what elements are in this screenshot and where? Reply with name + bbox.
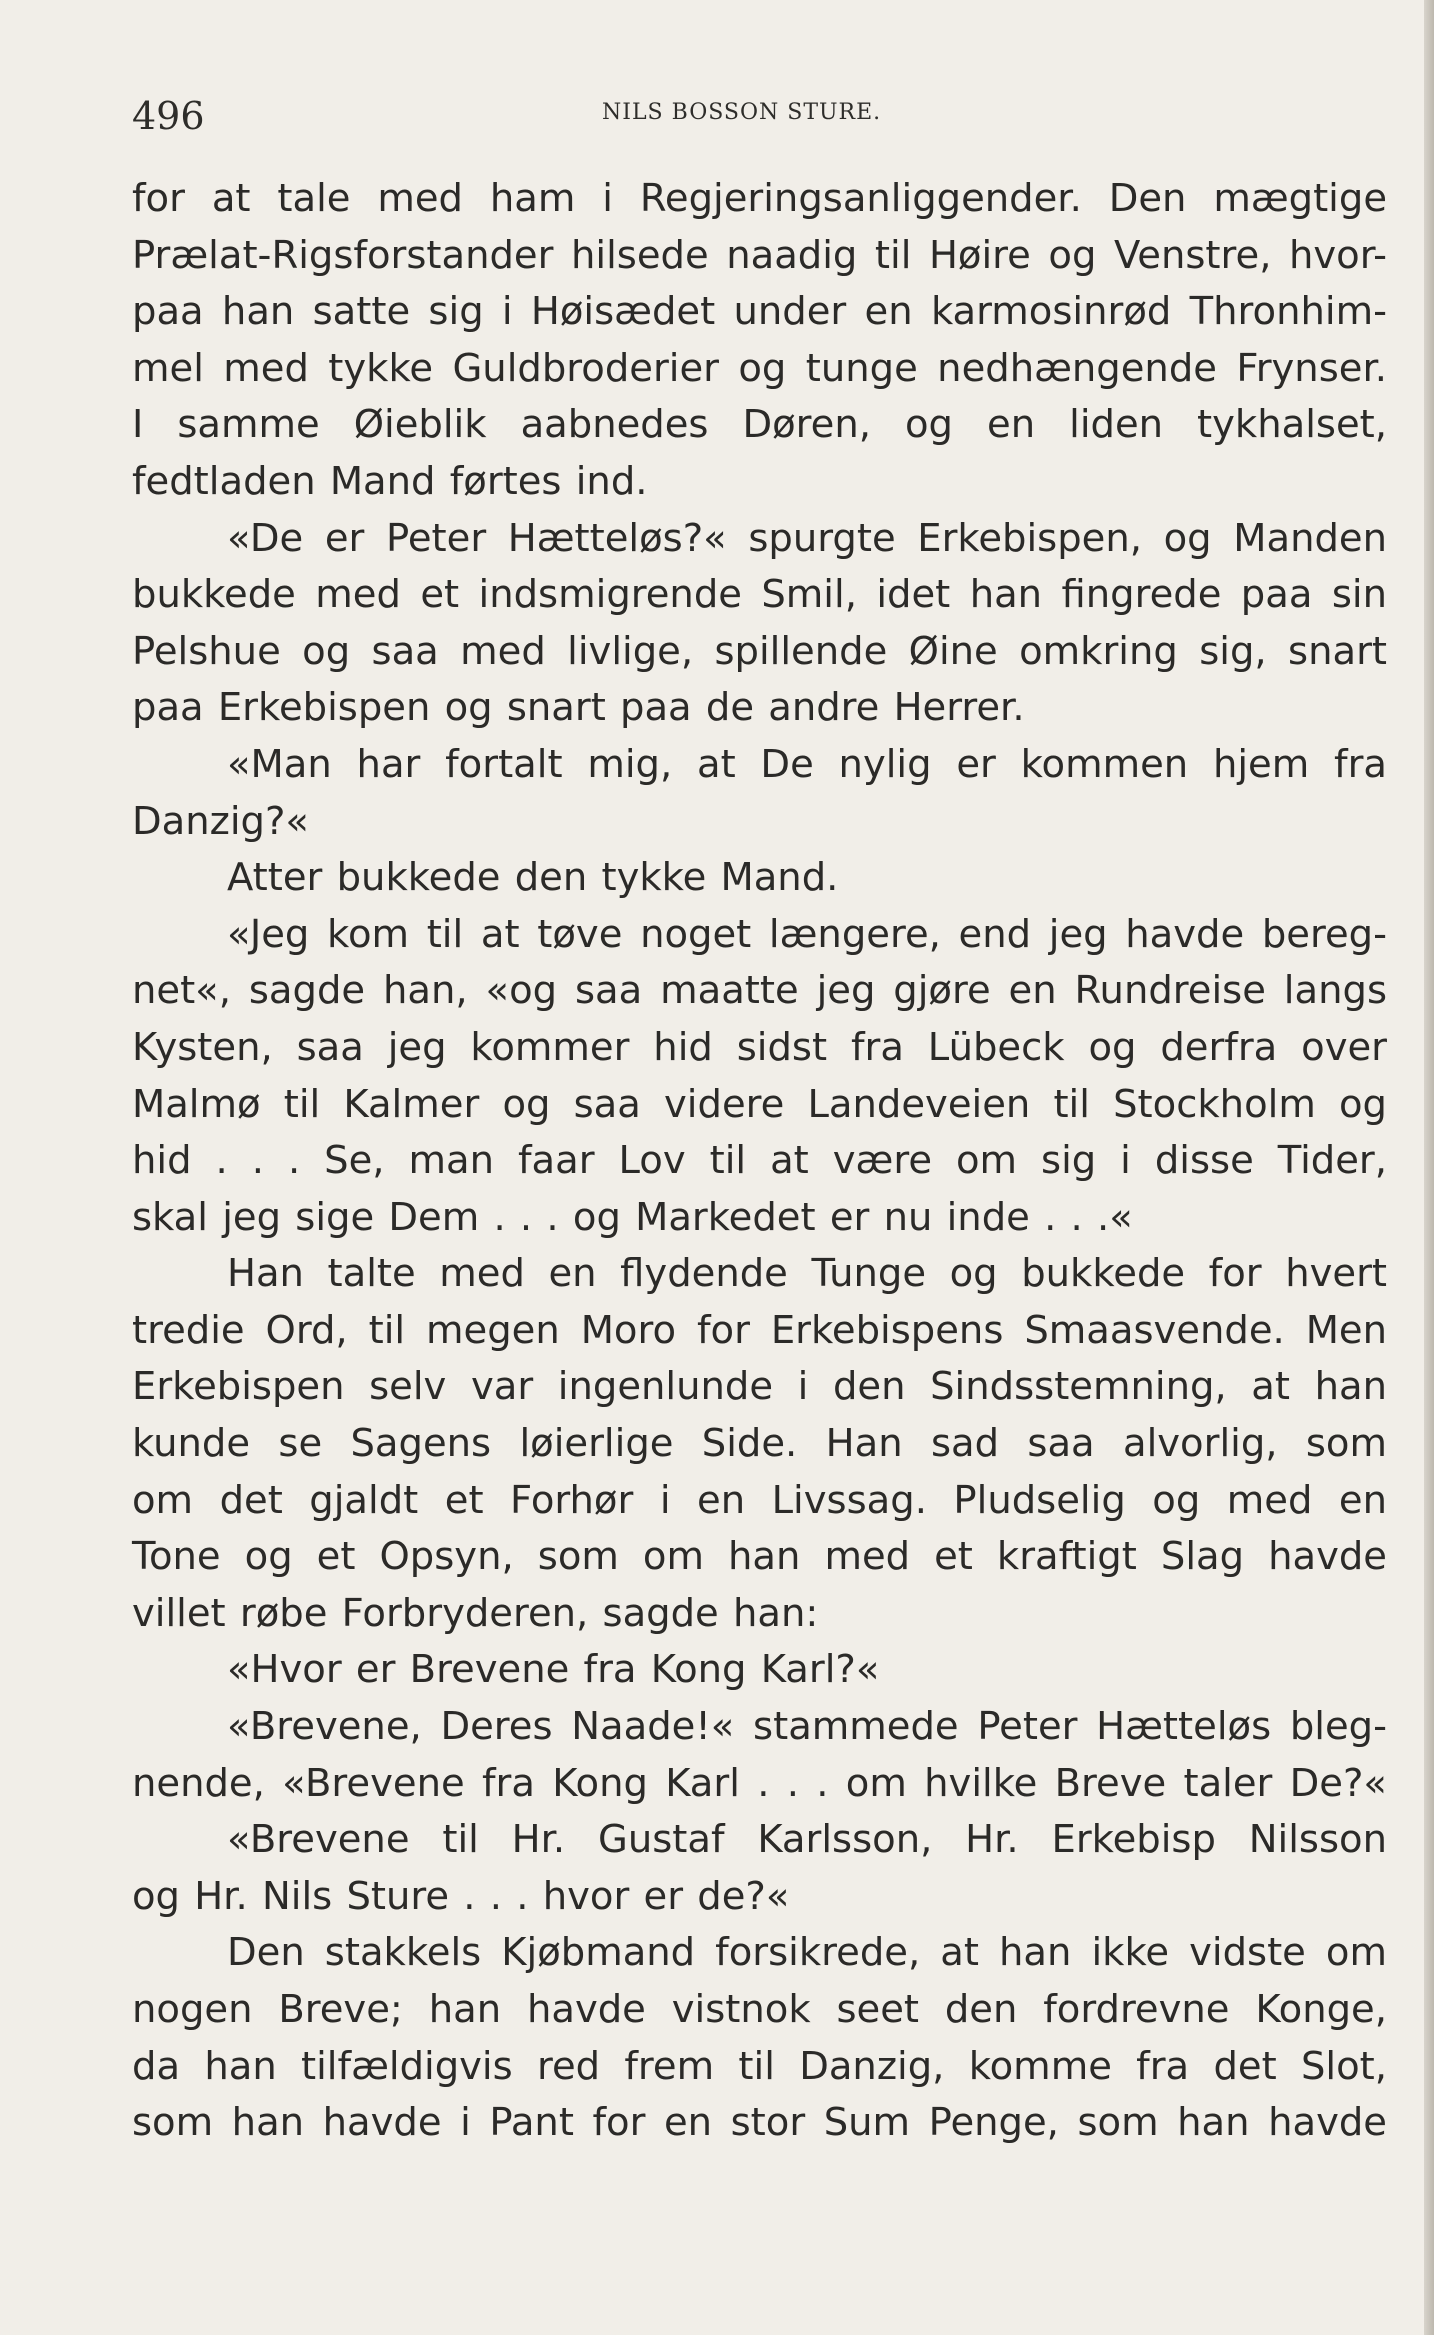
text-line: Malmø til Kalmer og saa videre Landeveien til Stockholm og [132, 1081, 1387, 1127]
text-line: tredie Ord, til megen Moro for Erkebispens Smaasvende. Men [132, 1307, 1387, 1353]
running-title: NILS BOSSON STURE. [602, 100, 882, 125]
text-line: hid . . . Se, man faar Lov til at være om sig i disse Tider, [132, 1138, 1387, 1184]
text-line: «Man har fortalt mig, at De nylig er kommen hjem fra [227, 741, 1387, 787]
text-line: Atter bukkede den tykke Mand. [227, 855, 839, 901]
text-line: fedtladen Mand førtes ind. [132, 458, 648, 504]
text-line: Danzig?« [132, 798, 309, 844]
text-line: paa Erkebispen og snart paa de andre Herrer. [132, 685, 1025, 731]
text-line: da han tilfældigvis red frem til Danzig, komme fra det Slot, [132, 2043, 1387, 2089]
text-line: nende, «Brevene fra Kong Karl . . . om hvilke Breve taler De?« [132, 1760, 1387, 1806]
text-line: «Brevene, Deres Naade!« stammede Peter Hætteløs bleg- [227, 1704, 1387, 1750]
text-line: og Hr. Nils Sture . . . hvor er de?« [132, 1873, 790, 1919]
text-line: om det gjaldt et Forhør i en Livssag. Pludselig og med en [132, 1477, 1387, 1523]
text-line: paa han satte sig i Høisædet under en karmosinrød Thronhim- [132, 289, 1387, 335]
page-header [132, 88, 1387, 148]
text-line: «Hvor er Brevene fra Kong Karl?« [227, 1647, 880, 1693]
page-edge-shadow [1424, 0, 1434, 2335]
text-line: «Brevene til Hr. Gustaf Karlsson, Hr. Erkebisp Nilsson [227, 1817, 1387, 1863]
page-number: 496 [132, 94, 205, 138]
text-line: I samme Øieblik aabnedes Døren, og en liden tykhalset, [132, 402, 1387, 448]
text-line: bukkede med et indsmigrende Smil, idet han fingrede paa sin [132, 572, 1387, 618]
text-line: «Jeg kom til at tøve noget længere, end jeg havde bereg- [227, 911, 1387, 957]
text-line: Tone og et Opsyn, som om han med et kraftigt Slag havde [132, 1534, 1387, 1580]
text-line: for at tale med ham i Regjeringsanliggender. Den mægtige [132, 176, 1387, 221]
text-line: nogen Breve; han havde vistnok seet den fordrevne Konge, [132, 1987, 1387, 2032]
text-line: Erkebispen selv var ingenlunde i den Sindsstemning, at han [132, 1364, 1387, 1410]
text-line: «De er Peter Hætteløs?« spurgte Erkebispen, og Manden [227, 515, 1387, 561]
text-line: mel med tykke Guldbroderier og tunge nedhængende Frynser. [132, 345, 1387, 391]
text-line: net«, sagde han, «og saa maatte jeg gjøre en Rundreise langs [132, 968, 1387, 1014]
text-line: villet røbe Forbryderen, sagde han: [132, 1590, 819, 1636]
text-line: kunde se Sagens løierlige Side. Han sad saa alvorlig, som [132, 1421, 1387, 1467]
text-line: Pelshue og saa med livlige, spillende Øine omkring sig, snart [132, 628, 1387, 674]
text-line: Han talte med en flydende Tunge og bukkede for hvert [227, 1251, 1387, 1297]
text-line: Kysten, saa jeg kommer hid sidst fra Lübeck og derfra over [132, 1024, 1387, 1070]
body-text [132, 171, 1387, 2152]
text-line: skal jeg sige Dem . . . og Markedet er nu inde . . .« [132, 1194, 1133, 1240]
text-line: Prælat-Rigsforstander hilsede naadig til Høire og Venstre, hvor- [132, 232, 1387, 278]
text-line: Den stakkels Kjøbmand forsikrede, at han ikke vidste om [227, 1930, 1387, 1976]
text-line: som han havde i Pant for en stor Sum Penge, som han havde [132, 2100, 1387, 2146]
